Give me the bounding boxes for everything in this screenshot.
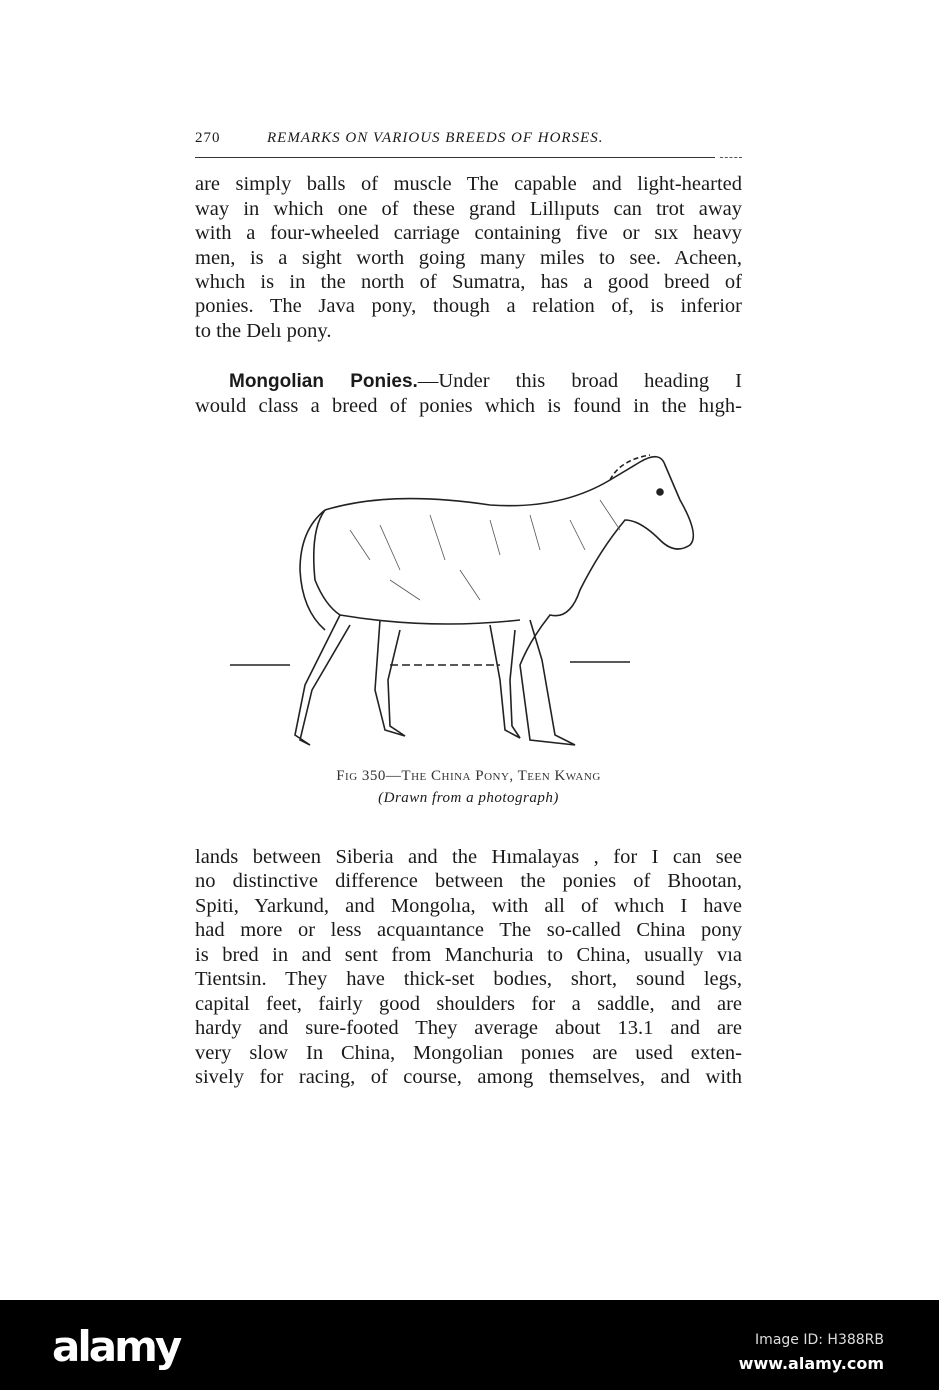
text-line: way in which one of these grand Lillıputs can trot away	[195, 198, 742, 220]
text-line: hardy and sure-footed They average about 13.1 and are	[195, 1017, 742, 1039]
text-line: very slow In China, Mongolian ponıes are used exten-	[195, 1042, 742, 1064]
figure-caption: Fig 350—The China Pony, Teen Kwang	[336, 768, 601, 784]
text-line: lands between Siberia and the Hımalayas , for I can see	[195, 846, 742, 868]
figure-credit: (Drawn from a photograph)	[378, 790, 559, 806]
alamy-logo: alamy	[52, 1322, 180, 1371]
text-line: sively for racing, of course, among themselves, and with	[195, 1066, 742, 1088]
text-line: had more or less acquaıntance The so-called China pony	[195, 919, 742, 941]
text-line: whıch is in the north of Sumatra, has a good breed of	[195, 271, 742, 293]
site-url: www.alamy.com	[738, 1354, 884, 1373]
text-line: would class a breed of ponies which is found in the hıgh-	[195, 395, 742, 417]
text-line: Spiti, Yarkund, and Mongolıa, with all of whıch I have	[195, 895, 742, 917]
running-title: REMARKS ON VARIOUS BREEDS OF HORSES.	[267, 130, 604, 146]
text-line: ponies. The Java pony, though a relation of, is inferior	[195, 295, 742, 317]
header-rule	[195, 157, 715, 158]
page-number: 270	[195, 130, 221, 146]
section-heading: Mongolian Ponies.	[229, 371, 418, 392]
horse-illustration	[230, 440, 710, 760]
text-line: capital feet, fairly good shoulders for a saddle, and are	[195, 993, 742, 1015]
text-line: Tientsin. They have thick-set bodıes, short, sound legs,	[195, 968, 742, 990]
text-line: men, is a sight worth going many miles to see. Acheen,	[195, 247, 742, 269]
text-line: no distinctive difference between the ponies of Bhootan,	[195, 870, 742, 892]
text-line: is bred in and sent from Manchuria to China, usually vıa	[195, 944, 742, 966]
watermark-bar	[0, 1300, 939, 1390]
image-id: Image ID: H388RB	[755, 1332, 884, 1348]
header-rule-dash	[720, 157, 742, 158]
section-first-line	[229, 369, 742, 394]
text-line: with a four-wheeled carriage containing five or sıx heavy	[195, 222, 742, 244]
text-line: are simply balls of muscle The capable and light-hearted	[195, 173, 742, 195]
text-line: to the Delı pony.	[195, 320, 332, 342]
section-lead: —Under this broad heading I	[417, 370, 742, 392]
